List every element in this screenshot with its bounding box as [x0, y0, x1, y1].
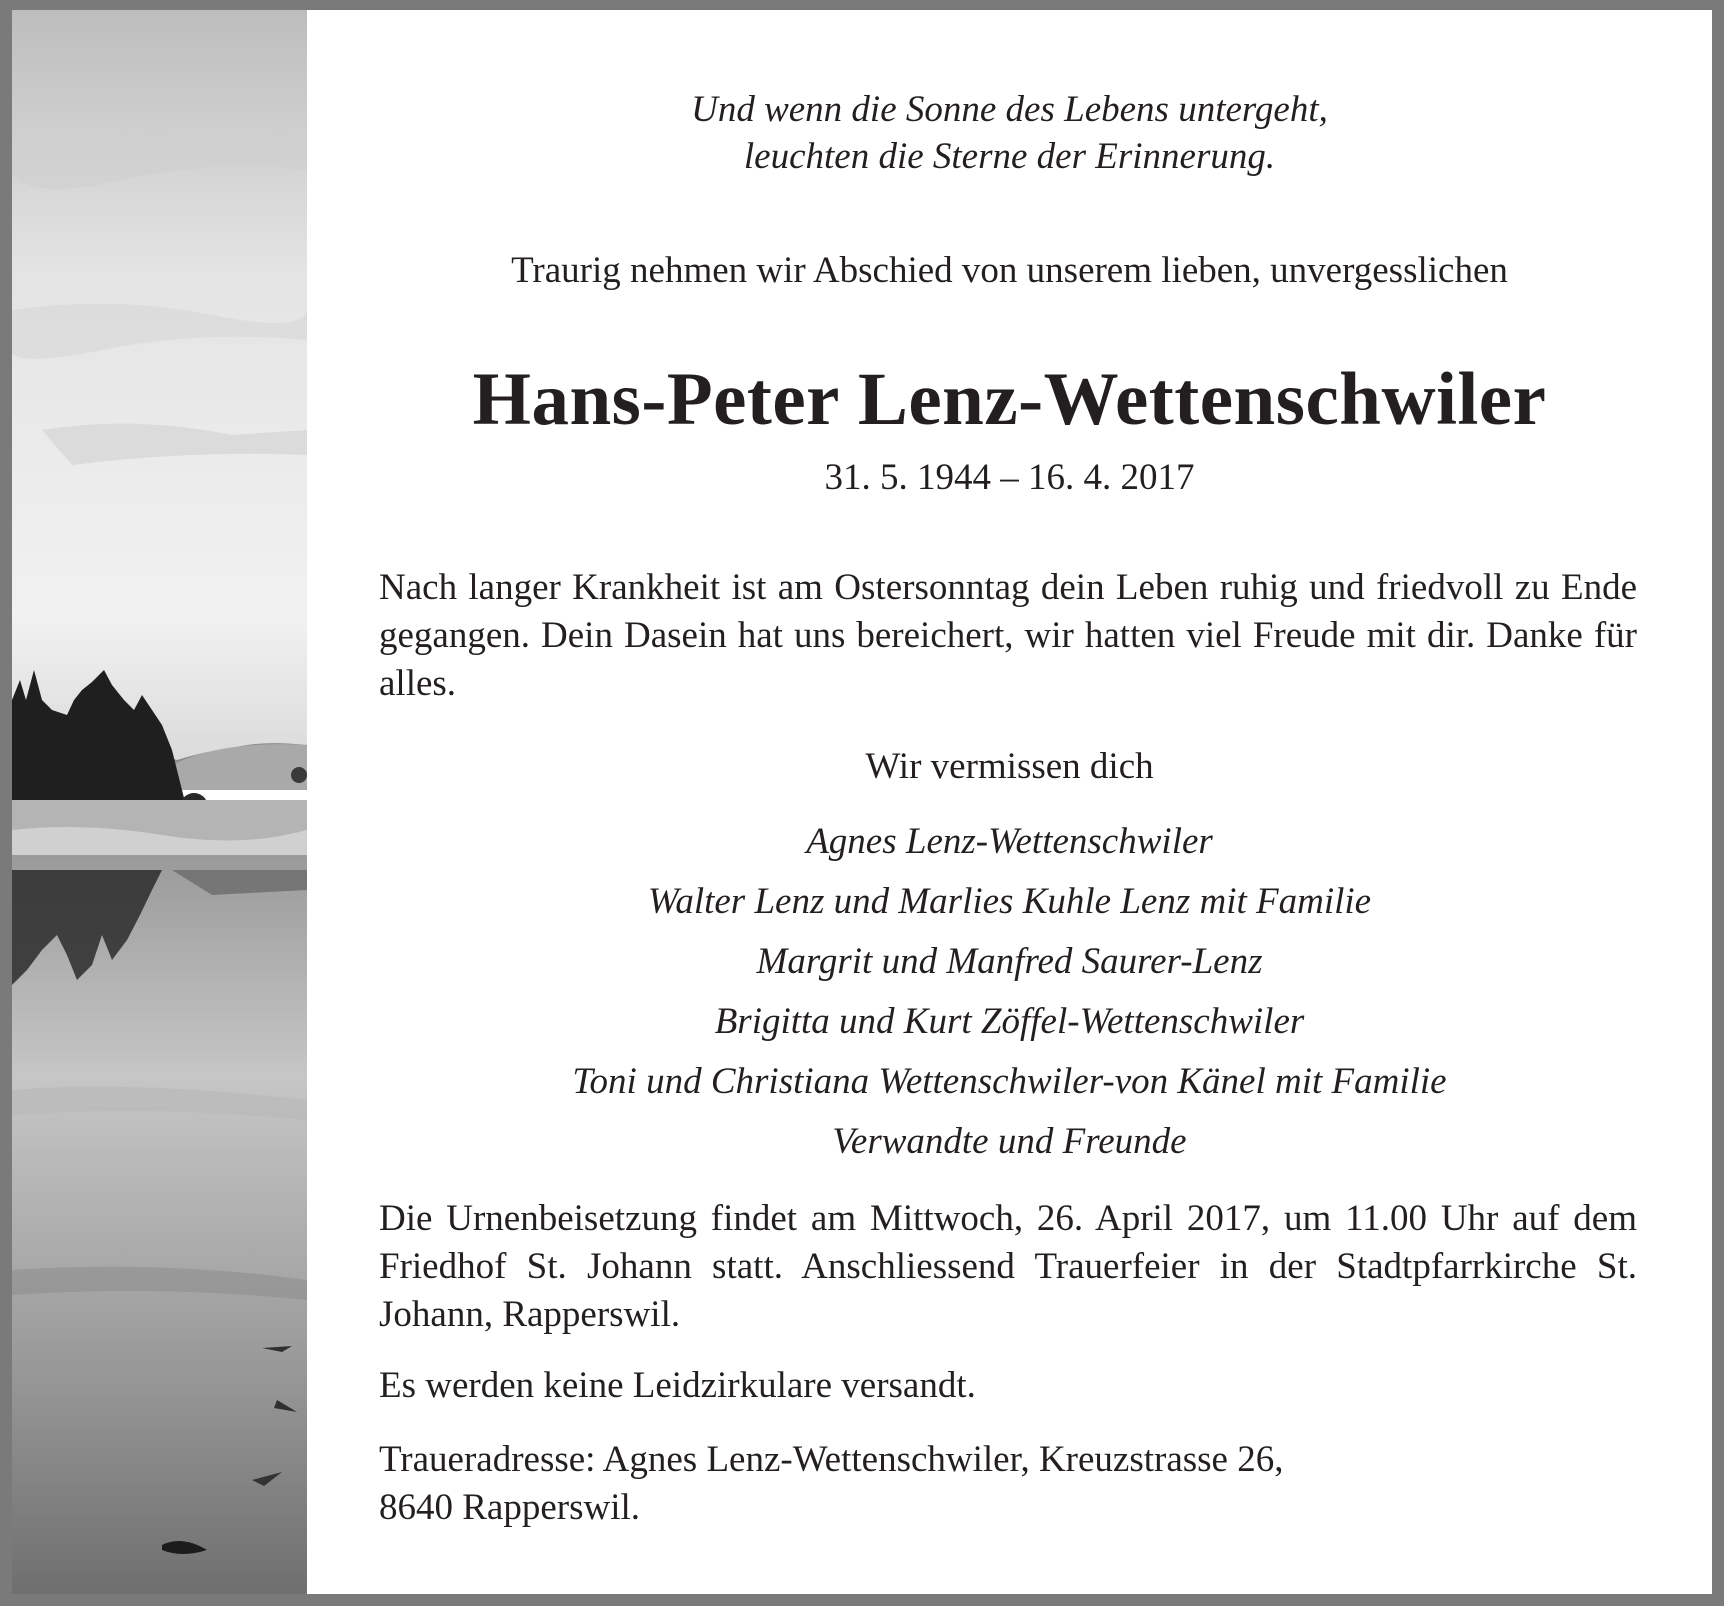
address-line-2: 8640 Rapperswil. — [379, 1487, 641, 1528]
mourner-item: Toni und Christiana Wettenschwiler-von Känel mit Familie — [572, 1061, 1447, 1102]
mourners-list — [307, 812, 1712, 1172]
motto-quote — [307, 86, 1712, 180]
notice-content — [307, 10, 1712, 1594]
mourner-item: Margrit und Manfred Saurer-Lenz — [756, 941, 1263, 982]
life-dates: 31. 5. 1944 – 16. 4. 2017 — [824, 457, 1195, 498]
deceased-name: Hans-Peter Lenz-Wettenschwiler — [472, 358, 1547, 441]
motto-line-1: Und wenn die Sonne des Lebens untergeht, — [691, 89, 1328, 130]
mourner-item: Agnes Lenz-Wettenschwiler — [806, 821, 1213, 862]
mourning-address — [379, 1436, 1637, 1532]
mourner-item: Verwandte und Freunde — [832, 1121, 1187, 1162]
mourner-item: Brigitta und Kurt Zöffel-Wettenschwiler — [714, 1001, 1305, 1042]
mourner-item: Walter Lenz und Marlies Kuhle Lenz mit Familie — [647, 881, 1372, 922]
address-line-1: Traueradresse: Agnes Lenz-Wettenschwiler, Kreuzstrasse 26, — [379, 1439, 1284, 1480]
miss-line: Wir vermissen dich — [865, 746, 1154, 787]
no-circulars-note: Es werden keine Leidzirkulare versandt. — [379, 1365, 976, 1406]
message-paragraph: Nach langer Krankheit ist am Ostersonntag dein Leben ruhig und friedvoll zu Ende gegangen. Dein Dasein hat uns bereichert, wir hatten viel Freude mit dir. Danke für alles. — [379, 567, 1637, 704]
motto-line-2: leuchten die Sterne der Erinnerung. — [743, 136, 1276, 177]
lake-landscape-photo — [12, 10, 307, 1594]
funeral-paragraph: Die Urnenbeisetzung findet am Mittwoch, 26. April 2017, um 11.00 Uhr auf dem Friedhof St. Johann statt. Anschliessend Trauerfeier in der Stadtpfarrkirche St. Johann, Rapperswil. — [379, 1198, 1637, 1335]
intro-text: Traurig nehmen wir Abschied von unserem lieben, unvergesslichen — [511, 250, 1508, 291]
